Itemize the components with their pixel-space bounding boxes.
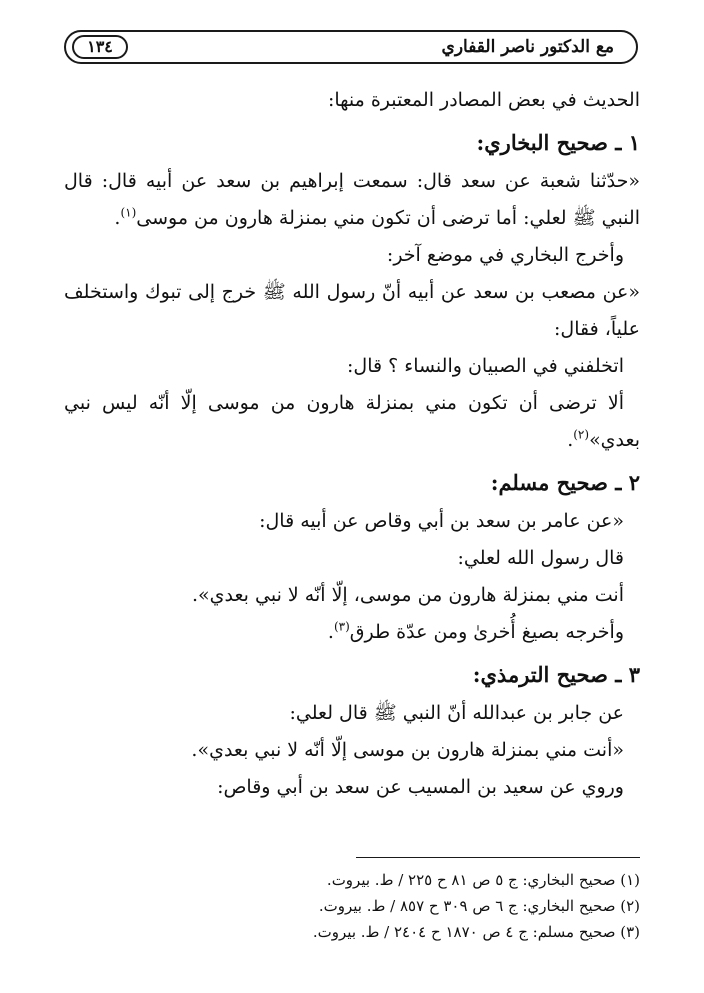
- text-segment: .: [327, 621, 334, 643]
- footnote-item: (١) صحيح البخاري: ج ٥ ص ٨١ ح ٢٢٥ / ط. بيروت.: [326, 871, 640, 889]
- text-line: وروي عن سعيد بن المسيب عن سعد بن أبي وقاص:: [217, 776, 624, 798]
- text-line: [64, 422, 640, 459]
- section-heading-tirmidhi: ٣ ـ صحيح الترمذي:: [472, 662, 640, 687]
- footnote-ref: (٣): [333, 619, 350, 634]
- text-segment: بعدي»: [589, 429, 640, 451]
- footnote-item: (٢) صحيح البخاري: ج ٦ ص ٣٠٩ ح ٨٥٧ / ط. بيروت.: [318, 897, 640, 915]
- footnote-ref: (١): [120, 205, 137, 220]
- text-line: «حدّثنا شعبة عن سعد قال: سمعت إبراهيم بن سعد عن أبيه قال: قال: [64, 170, 640, 192]
- text-line: ألا ترضى أن تكون مني بمنزلة هارون من موسى إلّا أنّه ليس نبي: [64, 392, 624, 414]
- text-segment: النبي ﷺ لعلي: أما ترضى أن تكون مني بمنزلة هارون من موسى: [136, 207, 640, 229]
- text-segment: وأخرجه بصيغ أُخرىٰ ومن عدّة طرق: [349, 621, 624, 643]
- text-line: «عن مصعب بن سعد عن أبيه أنّ رسول الله ﷺ خرج إلى تبوك واستخلف: [64, 281, 640, 303]
- footnote-ref: (٢): [573, 427, 590, 442]
- footnote-divider: [356, 857, 640, 858]
- text-line: قال رسول الله لعلي:: [457, 547, 624, 569]
- section-heading-muslim: ٢ ـ صحيح مسلم:: [490, 470, 640, 495]
- text-line: [64, 200, 640, 237]
- footnote-item: (٣) صحيح مسلم: ج ٤ ص ١٨٧٠ ح ٢٤٠٤ / ط. بيروت.: [312, 923, 640, 941]
- text-line: أنت مني بمنزلة هارون من موسى، إلّا أنّه لا نبي بعدي».: [192, 584, 624, 606]
- text-line: اتخلفني في الصبيان والنساء ؟ قال:: [347, 355, 624, 377]
- running-title: مع الدكتور ناصر القفاري: [441, 37, 614, 57]
- text-line: عن جابر بن عبدالله أنّ النبي ﷺ قال لعلي:: [289, 702, 624, 724]
- text-segment: .: [114, 207, 121, 229]
- page-header: [64, 30, 638, 64]
- text-line: «أنت مني بمنزلة هارون بن موسى إلّا أنّه لا نبي بعدي».: [191, 739, 624, 761]
- text-line: [64, 614, 640, 651]
- page-number: ١٣٤: [72, 35, 128, 59]
- text-line: علياً، فقال:: [553, 318, 640, 340]
- section-heading-bukhari: ١ ـ صحيح البخاري:: [476, 130, 640, 155]
- text-line: وأخرج البخاري في موضع آخر:: [386, 244, 624, 266]
- intro-line: الحديث في بعض المصادر المعتبرة منها:: [327, 89, 640, 111]
- page-body: [64, 82, 640, 806]
- footnotes: [64, 867, 640, 945]
- text-segment: .: [567, 429, 574, 451]
- text-line: «عن عامر بن سعد بن أبي وقاص عن أبيه قال:: [259, 510, 624, 532]
